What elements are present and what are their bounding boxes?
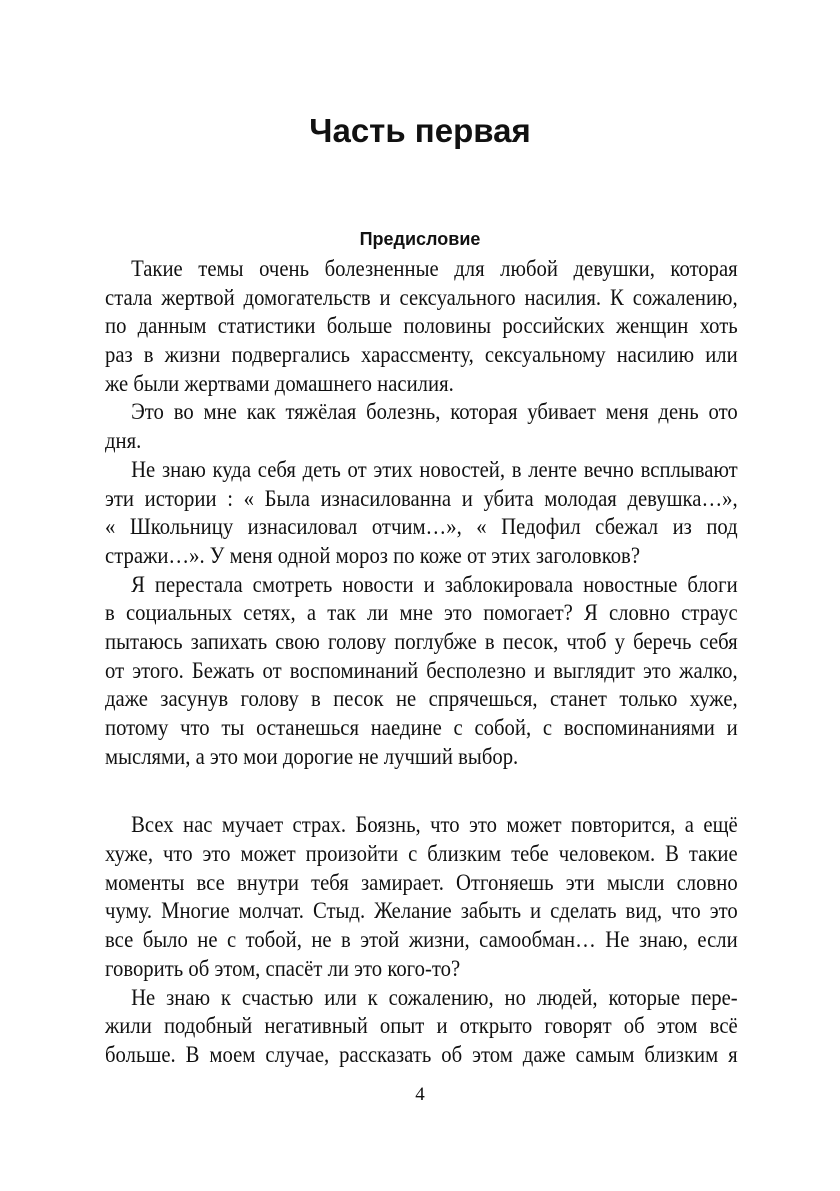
text-line: стала жертвой домогательств и сексуального насилия. К сожалению,: [105, 284, 738, 310]
text-line: пытаюсь запихать свою голову поглубже в песок, чтоб у беречь себя: [105, 628, 738, 654]
text-line: Всех нас мучает страх. Боязнь, что это может повторится, а ещё: [131, 812, 738, 838]
text-line: от этого. Бежать от воспоминаний бесполезно и выглядит это жалко,: [105, 657, 738, 683]
paragraph: [105, 456, 738, 571]
paragraph: [105, 571, 738, 772]
text-line: чуму. Многие молчат. Стыд. Желание забыть и сделать вид, что это: [105, 898, 738, 924]
text-line: моменты все внутри тебя замирает. Отгоняешь эти мысли словно: [105, 869, 738, 895]
text-line: все было не с тобой, не в этой жизни, самообман… Не знаю, если: [105, 927, 738, 953]
page-number: 4: [415, 1084, 425, 1105]
text-line: по данным статистики больше половины российских женщин хоть: [105, 313, 738, 339]
text-line: раз в жизни подвергались харассменту, сексуальному насилию или: [105, 342, 738, 368]
text-line: стражи…». У меня одной мороз по коже от этих заголовков?: [105, 542, 641, 568]
paragraph: [105, 398, 738, 455]
text-line: говорить об этом, спасёт ли это кого-то?: [105, 955, 461, 981]
text-line: « Школьницу изнасиловал отчим…», « Педофил сбежал из под: [105, 514, 738, 540]
body-text: [105, 255, 738, 1070]
chapter-title: Часть первая: [309, 112, 531, 149]
text-line: даже засунув голову в песок не спрячешься, станет только хуже,: [105, 686, 738, 712]
text-line: больше. В моем случае, рассказать об этом даже самым близким я: [105, 1041, 738, 1067]
text-line: Я перестала смотреть новости и заблокировала новостные блоги: [131, 571, 738, 597]
paragraph: [105, 255, 738, 398]
text-line: же были жертвами домашнего насилия.: [105, 370, 454, 396]
paragraph: [105, 984, 738, 1070]
text-line: дня.: [105, 428, 142, 454]
text-line: Это во мне как тяжёлая болезнь, которая убивает меня день ото: [131, 399, 738, 425]
text-line: жили подобный негативный опыт и открыто говорят об этом всё: [105, 1013, 738, 1039]
text-line: Такие темы очень болезненные для любой девушки, которая: [131, 256, 738, 281]
text-line: Не знаю к счастью или к сожалению, но людей, которые пере-: [131, 984, 738, 1010]
text-line: Не знаю куда себя деть от этих новостей, в ленте вечно всплывают: [131, 456, 738, 482]
section-break: [105, 771, 738, 811]
text-line: потому что ты останешься наедине с собой, с воспоминаниями и: [105, 715, 738, 740]
text-line: хуже, что это может произойти с близким тебе человеком. В такие: [105, 841, 738, 867]
section-heading: Предисловие: [359, 229, 481, 249]
paragraph: [105, 811, 738, 983]
text-line: эти истории : « Была изнасилованна и убита молодая девушка…»,: [105, 485, 738, 511]
text-line: мыслями, а это мои дорогие не лучший выбор.: [105, 743, 519, 769]
text-line: в социальных сетях, а так ли мне это помогает? Я словно страус: [105, 600, 738, 626]
